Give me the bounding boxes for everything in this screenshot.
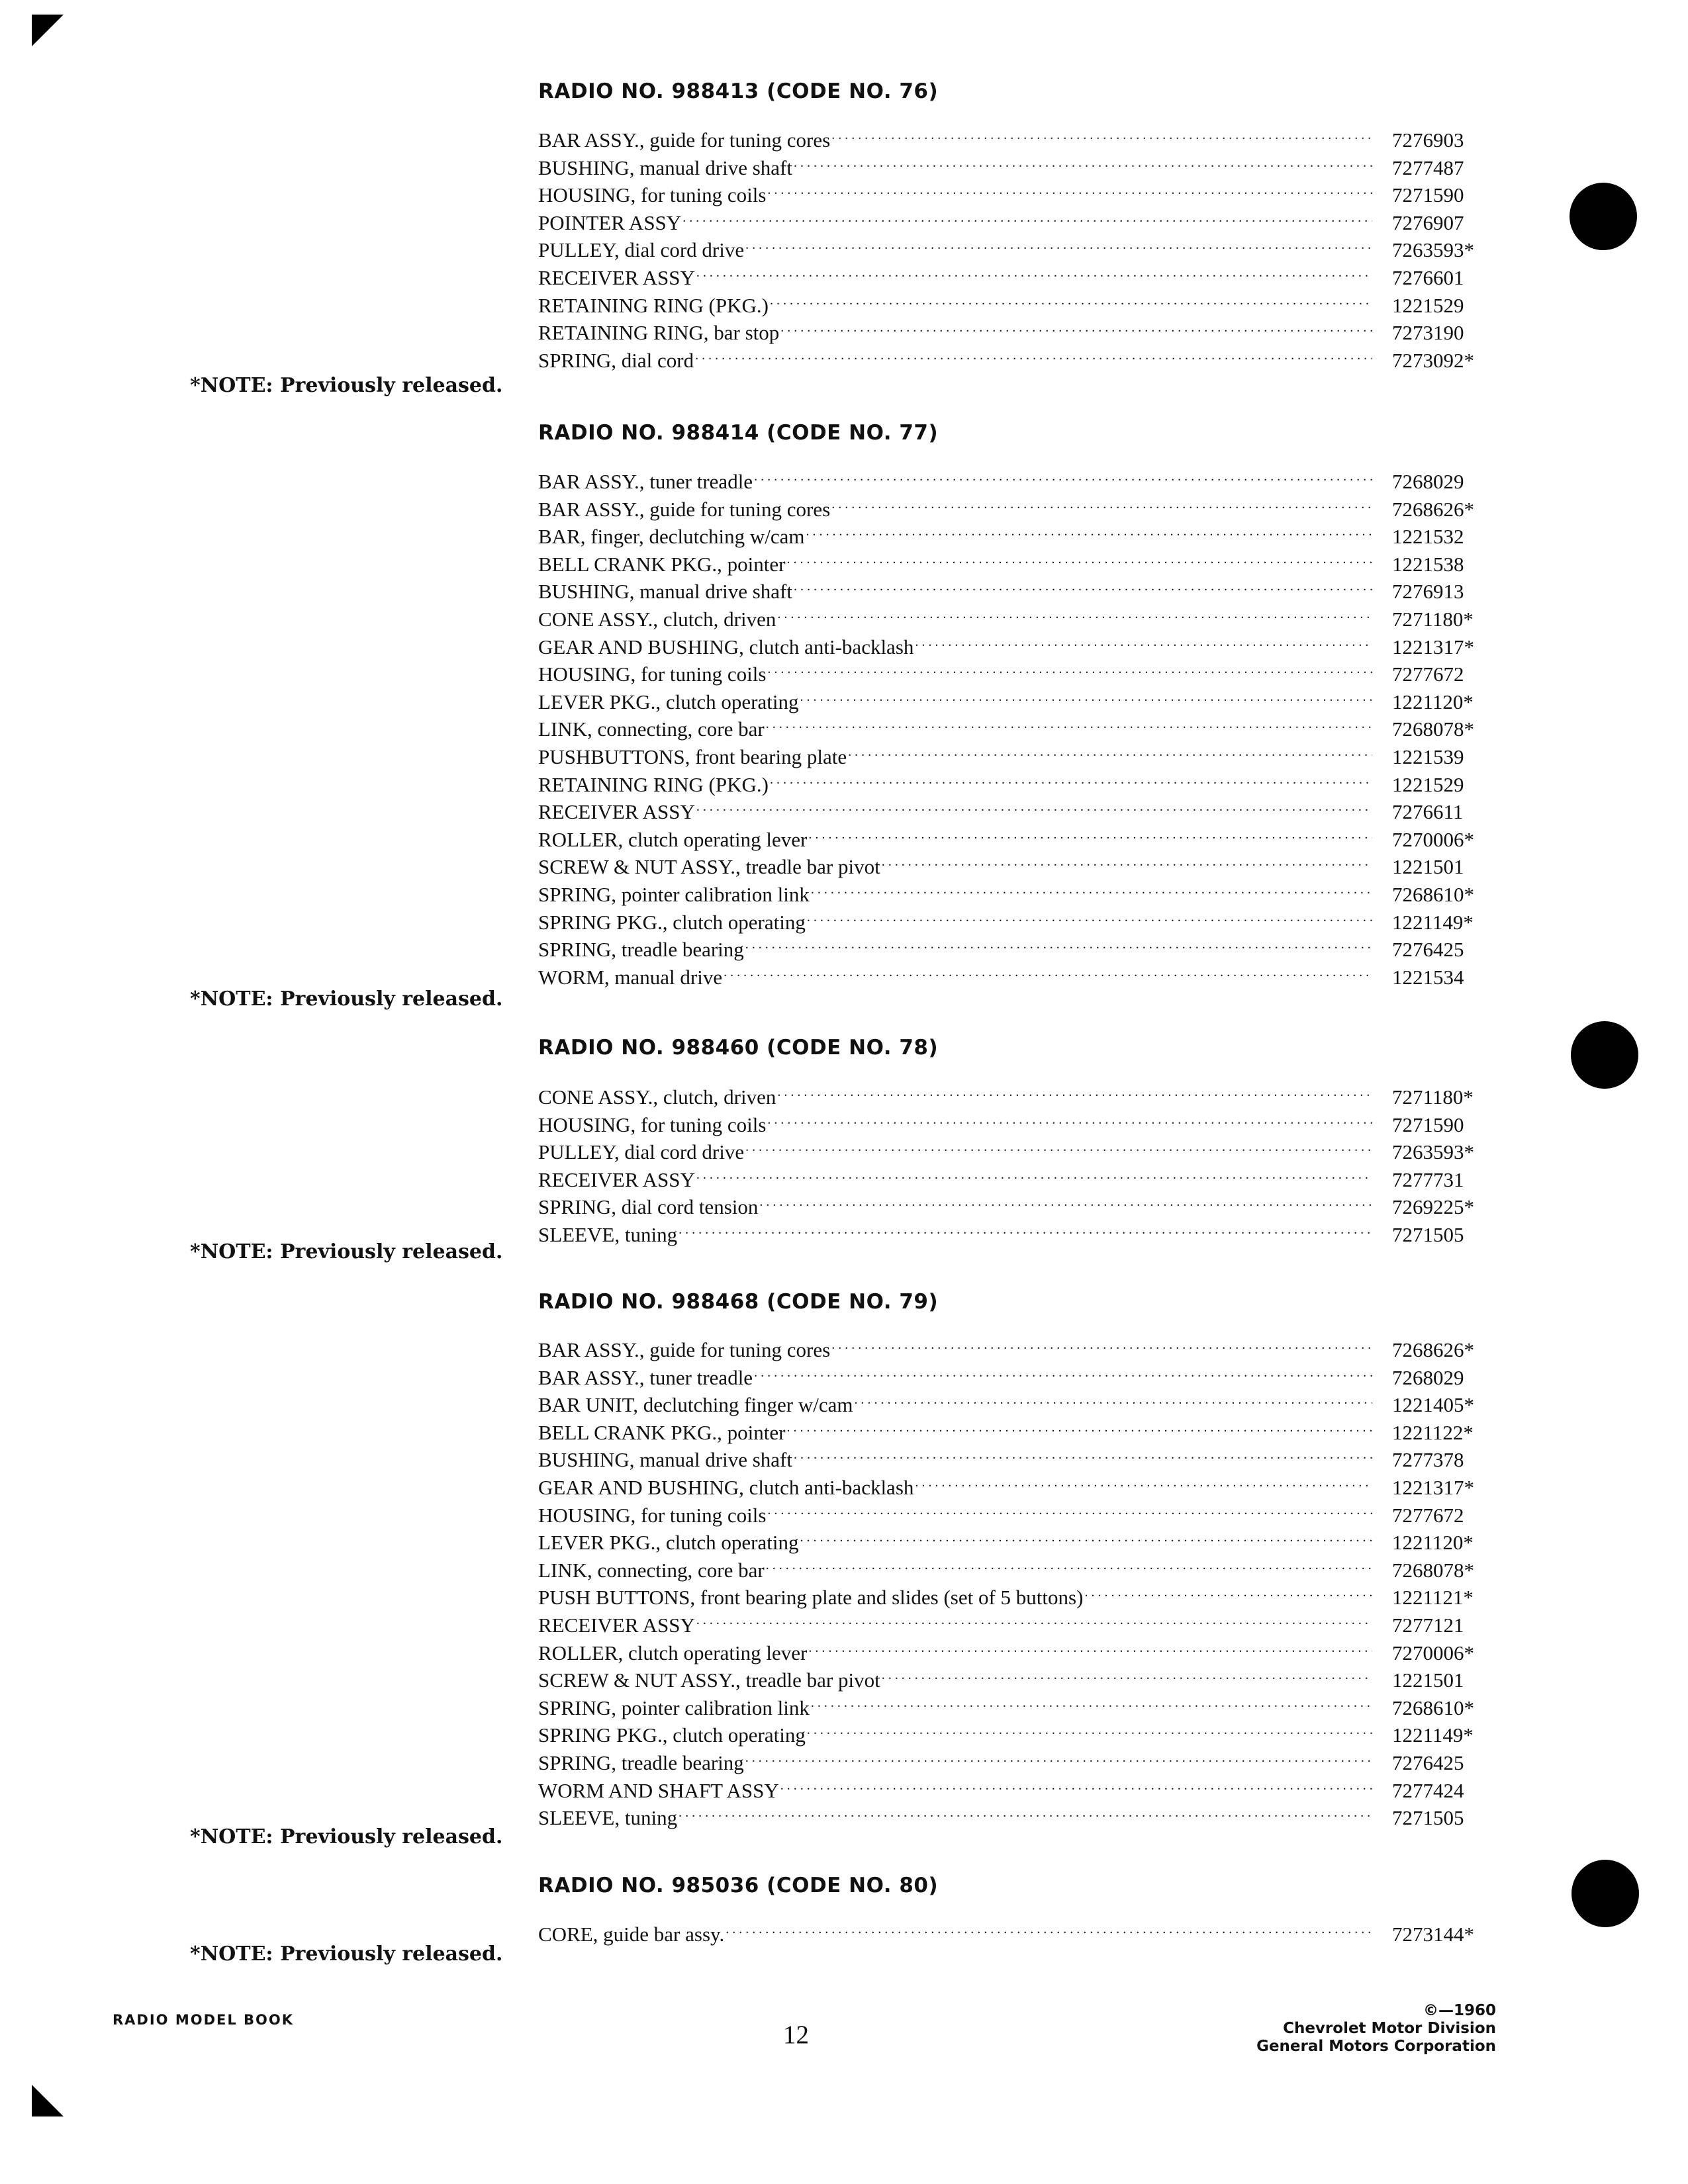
list-item (538, 1694, 1508, 1722)
item-description: BELL CRANK PKG., pointer (538, 1420, 786, 1444)
dot-leader (726, 1921, 1372, 1941)
item-description: BAR ASSY., guide for tuning cores (538, 1338, 831, 1361)
part-number: 7277487 (1392, 156, 1464, 179)
list-item (538, 1502, 1508, 1529)
list-item (538, 551, 1508, 578)
dot-leader (695, 347, 1372, 367)
part-number: 7276601 (1392, 265, 1464, 289)
part-number: 7268078* (1392, 717, 1474, 741)
list-item (538, 319, 1508, 347)
list-item (538, 853, 1508, 881)
list-item (538, 1474, 1508, 1502)
dot-leader (682, 210, 1372, 230)
part-number: 1221405* (1392, 1393, 1474, 1417)
section-heading-988460: RADIO NO. 988460 (CODE NO. 78) (538, 1036, 939, 1060)
list-item (538, 154, 1508, 182)
item-description: HOUSING, for tuning coils (538, 1113, 767, 1136)
list-item (538, 236, 1508, 264)
item-description: SPRING, treadle bearing (538, 938, 744, 962)
part-number: 1221538 (1392, 552, 1464, 576)
part-number: 7276425 (1392, 1751, 1464, 1774)
part-number: 1221149* (1392, 1723, 1474, 1747)
list-item (538, 126, 1508, 154)
dot-leader (794, 1447, 1372, 1467)
part-number: 7271180* (1392, 607, 1474, 631)
list-item (538, 660, 1508, 688)
dot-leader (831, 127, 1372, 147)
dot-leader (770, 293, 1372, 312)
part-number: 7277121 (1392, 1613, 1464, 1637)
dot-leader (807, 1722, 1372, 1742)
dot-leader (915, 634, 1372, 654)
list-item (538, 1083, 1508, 1111)
list-item (538, 181, 1508, 209)
item-description: PULLEY, dial cord drive (538, 238, 745, 262)
part-number: 7271505 (1392, 1806, 1464, 1830)
part-number: 7268029 (1392, 1365, 1464, 1389)
part-number: 7277672 (1392, 662, 1464, 686)
item-description: SLEEVE, tuning (538, 1806, 678, 1830)
parts-list-988468 (538, 1336, 1508, 1832)
dot-leader (780, 320, 1372, 340)
section-heading-988413: RADIO NO. 988413 (CODE NO. 76) (538, 79, 939, 103)
list-item (538, 881, 1508, 909)
item-description: SPRING, dial cord (538, 348, 694, 372)
list-item (538, 1804, 1508, 1832)
list-item (538, 1612, 1508, 1639)
division-name: Chevrolet Motor Division (1283, 2020, 1496, 2037)
note-previously-released: *NOTE: Previously released. (190, 1942, 503, 1966)
dot-leader (766, 716, 1372, 736)
list-item (538, 1921, 1508, 1948)
dot-leader (724, 964, 1372, 984)
list-item (538, 1364, 1508, 1392)
dot-leader (745, 1750, 1372, 1770)
item-description: HOUSING, for tuning coils (538, 1503, 767, 1527)
dot-leader (855, 1392, 1373, 1412)
part-number: 7271590 (1392, 1113, 1464, 1136)
item-description: RECEIVER ASSY (538, 265, 695, 289)
note-previously-released: *NOTE: Previously released. (190, 1240, 503, 1263)
list-item (538, 798, 1508, 826)
item-description: CONE ASSY., clutch, driven (538, 607, 776, 631)
part-number: 7276907 (1392, 210, 1464, 234)
dot-leader (794, 578, 1372, 598)
item-description: GEAR AND BUSHING, clutch anti-backlash (538, 635, 914, 659)
section-heading-985036: RADIO NO. 985036 (CODE NO. 80) (538, 1874, 939, 1897)
item-description: POINTER ASSY (538, 210, 682, 234)
item-description: BUSHING, manual drive shaft (538, 156, 792, 179)
list-item (538, 347, 1508, 375)
item-description: PULLEY, dial cord drive (538, 1140, 745, 1164)
part-number: 7268626* (1392, 1338, 1474, 1361)
list-item (538, 743, 1508, 771)
part-number: 1221317* (1392, 1475, 1474, 1499)
part-number: 7271505 (1392, 1222, 1464, 1246)
note-previously-released: *NOTE: Previously released. (190, 987, 503, 1011)
part-number: 7277672 (1392, 1503, 1464, 1527)
item-description: PUSHBUTTONS, front bearing plate (538, 745, 847, 768)
list-item (538, 578, 1508, 606)
list-item (538, 1419, 1508, 1447)
item-description: CONE ASSY., clutch, driven (538, 1085, 776, 1109)
part-number: 7276903 (1392, 128, 1464, 152)
item-description: GEAR AND BUSHING, clutch anti-backlash (538, 1475, 914, 1499)
item-description: BAR ASSY., tuner treadle (538, 1365, 753, 1389)
item-description: SPRING, treadle bearing (538, 1751, 744, 1774)
part-number: 1221120* (1392, 690, 1474, 713)
part-number: 1221534 (1392, 965, 1464, 989)
dot-leader (786, 551, 1372, 571)
registration-mark-bottom-left (32, 2085, 64, 2116)
dot-leader (811, 1695, 1372, 1715)
dot-leader (800, 689, 1372, 709)
list-item (538, 1193, 1508, 1221)
dot-leader (882, 1667, 1372, 1687)
part-number: 7277378 (1392, 1448, 1464, 1472)
section-heading-988468: RADIO NO. 988468 (CODE NO. 79) (538, 1290, 939, 1314)
list-item (538, 909, 1508, 936)
section-heading-988414: RADIO NO. 988414 (CODE NO. 77) (538, 421, 939, 445)
item-description: BAR UNIT, declutching finger w/cam (538, 1393, 853, 1417)
item-description: WORM AND SHAFT ASSY (538, 1778, 779, 1802)
list-item (538, 1138, 1508, 1166)
item-description: LINK, connecting, core bar (538, 717, 765, 741)
list-item (538, 606, 1508, 633)
part-number: 1221317* (1392, 635, 1474, 659)
part-number: 1221501 (1392, 1668, 1464, 1692)
part-number: 7277731 (1392, 1167, 1464, 1191)
item-description: LEVER PKG., clutch operating (538, 1531, 799, 1555)
part-number: 1221539 (1392, 745, 1464, 768)
list-item (538, 468, 1508, 496)
list-item (538, 964, 1508, 991)
dot-leader (770, 772, 1372, 792)
parts-list-988460 (538, 1083, 1508, 1249)
parts-list-988413 (538, 126, 1508, 374)
dot-leader (777, 606, 1372, 626)
item-description: BAR ASSY., tuner treadle (538, 470, 753, 493)
part-number: 7263593* (1392, 238, 1474, 262)
part-number: 7269225* (1392, 1195, 1474, 1219)
dot-leader (794, 155, 1372, 175)
dot-leader (786, 1420, 1372, 1439)
dot-leader (915, 1475, 1372, 1494)
dot-leader (831, 496, 1372, 516)
dot-leader (780, 1778, 1372, 1797)
item-description: SCREW & NUT ASSY., treadle bar pivot (538, 1668, 880, 1692)
list-item (538, 1391, 1508, 1419)
dot-leader (808, 1640, 1372, 1660)
list-item (538, 264, 1508, 292)
list-item (538, 688, 1508, 716)
part-number: 7271180* (1392, 1085, 1474, 1109)
item-description: RECEIVER ASSY (538, 1167, 695, 1191)
item-description: LEVER PKG., clutch operating (538, 690, 799, 713)
dot-leader (811, 882, 1372, 901)
item-description: BAR ASSY., guide for tuning cores (538, 497, 831, 521)
list-item (538, 1446, 1508, 1474)
dot-leader (745, 237, 1372, 257)
dot-leader (745, 1139, 1372, 1159)
list-item (538, 1721, 1508, 1749)
dot-leader (777, 1084, 1372, 1104)
dot-leader (767, 182, 1372, 202)
item-description: SPRING, pointer calibration link (538, 1696, 810, 1719)
copyright: ©—1960 (1423, 2002, 1496, 2019)
dot-leader (696, 799, 1372, 819)
item-description: BELL CRANK PKG., pointer (538, 552, 786, 576)
item-description: WORM, manual drive (538, 965, 723, 989)
item-description: RETAINING RING (PKG.) (538, 772, 769, 796)
list-item (538, 715, 1508, 743)
dot-leader (807, 909, 1372, 929)
part-number: 7268078* (1392, 1558, 1474, 1582)
list-item (538, 936, 1508, 964)
punch-hole-top (1570, 183, 1637, 250)
part-number: 7268610* (1392, 882, 1474, 906)
list-item (538, 523, 1508, 551)
part-number: 1221529 (1392, 293, 1464, 317)
dot-leader (800, 1529, 1372, 1549)
dot-leader (767, 1502, 1372, 1522)
dot-leader (808, 827, 1372, 846)
dot-leader (679, 1222, 1372, 1242)
list-item (538, 1221, 1508, 1249)
item-description: PUSH BUTTONS, front bearing plate and slides (set of 5 buttons) (538, 1586, 1084, 1610)
item-description: RECEIVER ASSY (538, 800, 695, 824)
item-description: LINK, connecting, core bar (538, 1558, 765, 1582)
note-previously-released: *NOTE: Previously released. (190, 374, 503, 397)
list-item (538, 1666, 1508, 1694)
list-item (538, 1584, 1508, 1612)
part-number: 7273144* (1392, 1923, 1474, 1946)
book-title: RADIO MODEL BOOK (113, 2012, 295, 2028)
part-number: 7268610* (1392, 1696, 1474, 1719)
part-number: 7273092* (1392, 348, 1474, 372)
part-number: 7273190 (1392, 321, 1464, 345)
part-number: 7277424 (1392, 1778, 1464, 1802)
dot-leader (767, 661, 1372, 681)
item-description: RECEIVER ASSY (538, 1613, 695, 1637)
item-description: BUSHING, manual drive shaft (538, 580, 792, 604)
dot-leader (766, 1557, 1372, 1577)
part-number: 1221120* (1392, 1531, 1474, 1555)
list-item (538, 1639, 1508, 1667)
list-item (538, 1166, 1508, 1194)
list-item (538, 826, 1508, 854)
part-number: 7270006* (1392, 1641, 1474, 1664)
part-number: 7276611 (1392, 800, 1464, 824)
item-description: BAR ASSY., guide for tuning cores (538, 128, 831, 152)
list-item (538, 496, 1508, 523)
part-number: 1221149* (1392, 910, 1474, 934)
item-description: SPRING, pointer calibration link (538, 882, 810, 906)
item-description: RETAINING RING (PKG.) (538, 293, 769, 317)
list-item (538, 1336, 1508, 1364)
part-number: 1221122* (1392, 1420, 1474, 1444)
part-number: 7268029 (1392, 470, 1464, 493)
list-item (538, 209, 1508, 237)
part-number: 1221529 (1392, 772, 1464, 796)
dot-leader (1084, 1584, 1372, 1604)
dot-leader (806, 523, 1372, 543)
item-description: HOUSING, for tuning coils (538, 183, 767, 207)
list-item (538, 633, 1508, 661)
parts-list-985036 (538, 1921, 1508, 1948)
part-number: 7276425 (1392, 938, 1464, 962)
list-item (538, 1529, 1508, 1557)
note-previously-released: *NOTE: Previously released. (190, 1825, 503, 1848)
item-description: ROLLER, clutch operating lever (538, 1641, 808, 1664)
dot-leader (696, 1612, 1372, 1632)
part-number: 7263593* (1392, 1140, 1474, 1164)
page-number: 12 (783, 2021, 809, 2049)
dot-leader (767, 1112, 1372, 1132)
dot-leader (831, 1337, 1372, 1357)
punch-hole-middle (1571, 1021, 1638, 1089)
list-item (538, 1557, 1508, 1584)
part-number: 1221501 (1392, 855, 1464, 879)
list-item (538, 292, 1508, 320)
publisher-block (1256, 2002, 1496, 2056)
dot-leader (754, 1365, 1372, 1385)
dot-leader (759, 1194, 1372, 1214)
punch-hole-bottom (1571, 1860, 1639, 1927)
dot-leader (754, 469, 1372, 488)
dot-leader (848, 744, 1372, 764)
parts-list-988414 (538, 468, 1508, 991)
part-number: 7268626* (1392, 497, 1474, 521)
item-description: SPRING PKG., clutch operating (538, 1723, 806, 1747)
item-description: SLEEVE, tuning (538, 1222, 678, 1246)
list-item (538, 1777, 1508, 1805)
item-description: BUSHING, manual drive shaft (538, 1448, 792, 1472)
dot-leader (696, 1167, 1372, 1187)
item-description: SPRING PKG., clutch operating (538, 910, 806, 934)
item-description: CORE, guide bar assy. (538, 1923, 725, 1946)
item-description: HOUSING, for tuning coils (538, 662, 767, 686)
dot-leader (696, 265, 1372, 285)
list-item (538, 1749, 1508, 1777)
item-description: BAR, finger, declutching w/cam (538, 525, 805, 549)
item-description: SPRING, dial cord tension (538, 1195, 759, 1219)
registration-mark-top-left (32, 15, 64, 46)
dot-leader (679, 1805, 1372, 1825)
part-number: 1221532 (1392, 525, 1464, 549)
dot-leader (745, 936, 1372, 956)
part-number: 7276913 (1392, 580, 1464, 604)
item-description: SCREW & NUT ASSY., treadle bar pivot (538, 855, 880, 879)
list-item (538, 771, 1508, 799)
list-item (538, 1111, 1508, 1139)
item-description: RETAINING RING, bar stop (538, 321, 780, 345)
part-number: 1221121* (1392, 1586, 1474, 1610)
dot-leader (882, 854, 1372, 874)
part-number: 7270006* (1392, 827, 1474, 851)
part-number: 7271590 (1392, 183, 1464, 207)
item-description: ROLLER, clutch operating lever (538, 827, 808, 851)
corporation-name: General Motors Corporation (1256, 2038, 1496, 2055)
